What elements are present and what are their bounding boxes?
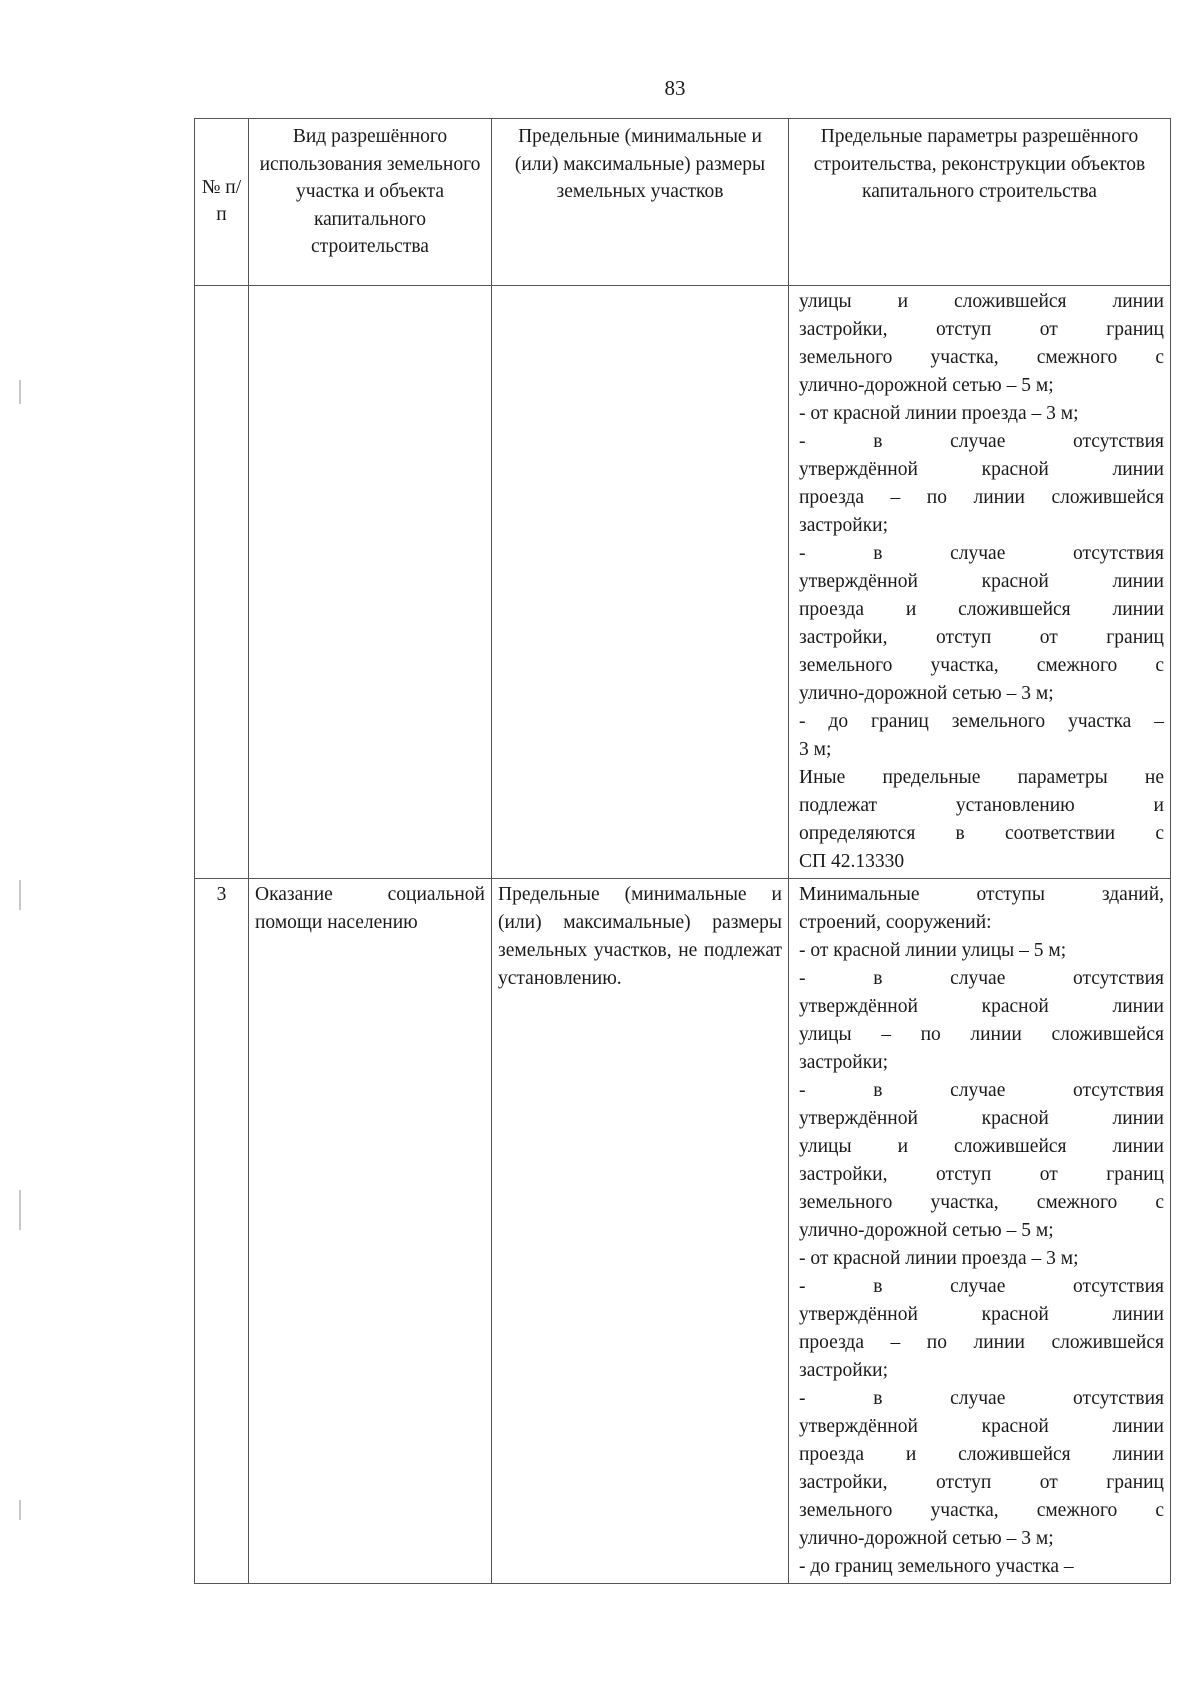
params-line: утверждённой красной линии bbox=[799, 1416, 1164, 1437]
table-row-3 bbox=[195, 879, 1171, 1584]
header-params: Предельные параметры разрешённого строительства, реконструкции объектов капитального строительства bbox=[789, 119, 1171, 286]
params-line: застройки, отступ от границ bbox=[799, 1472, 1164, 1493]
params-line: строений, сооружений: bbox=[799, 912, 992, 933]
params-line: - в случае отсутствия bbox=[799, 543, 1164, 564]
params-line: - от красной линии улицы – 5 м; bbox=[799, 940, 1067, 961]
params-line: - в случае отсутствия bbox=[799, 1276, 1164, 1297]
cell-sizes bbox=[492, 286, 789, 879]
params-line: - в случае отсутствия bbox=[799, 1388, 1164, 1409]
cell-params bbox=[789, 879, 1171, 1584]
header-sizes: Предельные (минимальные и (или) максимальные) размеры земельных участков bbox=[492, 119, 789, 286]
params-line: 3 м; bbox=[799, 739, 832, 760]
params-line: проезда и сложившейся линии bbox=[799, 1444, 1164, 1465]
params-line: утверждённой красной линии bbox=[799, 996, 1164, 1017]
page-number: 83 bbox=[664, 76, 686, 100]
params-line: утверждённой красной линии bbox=[799, 1304, 1164, 1325]
params-line: - в случае отсутствия bbox=[799, 431, 1164, 452]
cell-use-type: Оказание социальной помощи населению bbox=[249, 879, 492, 1584]
params-line: утверждённой красной линии bbox=[799, 1108, 1164, 1129]
params-line: улично-дорожной сетью – 3 м; bbox=[799, 683, 1054, 704]
params-line: - в случае отсутствия bbox=[799, 968, 1164, 989]
params-line: застройки; bbox=[799, 1360, 889, 1381]
params-line: подлежат установлению и bbox=[799, 795, 1164, 816]
params-line: - до границ земельного участка – bbox=[799, 1556, 1074, 1577]
params-line: - от красной линии проезда – 3 м; bbox=[799, 1248, 1079, 1269]
scan-margin-mark bbox=[19, 380, 21, 404]
params-lines bbox=[799, 288, 1164, 876]
cell-sizes: Предельные (минимальные и (или) максимальные) размеры земельных участков, не подлежат установлению. bbox=[492, 879, 789, 1584]
params-line: земельного участка, смежного с bbox=[799, 347, 1164, 368]
params-line: утверждённой красной линии bbox=[799, 571, 1164, 592]
table-header-row bbox=[195, 119, 1171, 286]
params-line: застройки; bbox=[799, 515, 889, 536]
regulations-table bbox=[194, 118, 1171, 1584]
scan-margin-mark bbox=[19, 880, 21, 910]
cell-use-type bbox=[249, 286, 492, 879]
scan-margin-mark bbox=[19, 1190, 21, 1230]
scan-margin-mark bbox=[19, 1500, 21, 1520]
params-line: улично-дорожной сетью – 5 м; bbox=[799, 375, 1054, 396]
params-line: улично-дорожной сетью – 3 м; bbox=[799, 1528, 1054, 1549]
params-line: застройки; bbox=[799, 1052, 889, 1073]
params-line: Минимальные отступы зданий, bbox=[799, 884, 1164, 905]
params-line: земельного участка, смежного с bbox=[799, 1500, 1164, 1521]
params-line: улицы – по линии сложившейся bbox=[799, 1024, 1164, 1045]
params-line: - в случае отсутствия bbox=[799, 1080, 1164, 1101]
header-use-type: Вид разрешённого использования земельного участка и объекта капитального строительства bbox=[249, 119, 492, 286]
cell-num: 3 bbox=[195, 879, 249, 1584]
params-line: улицы и сложившейся линии bbox=[799, 1136, 1164, 1157]
params-line: земельного участка, смежного с bbox=[799, 1192, 1164, 1213]
cell-num bbox=[195, 286, 249, 879]
params-line: проезда и сложившейся линии bbox=[799, 599, 1164, 620]
params-line: застройки, отступ от границ bbox=[799, 319, 1164, 340]
params-line: утверждённой красной линии bbox=[799, 459, 1164, 480]
header-num: № п/п bbox=[195, 119, 249, 286]
params-line: земельного участка, смежного с bbox=[799, 655, 1164, 676]
params-line: СП 42.13330 bbox=[799, 851, 905, 872]
params-line: Иные предельные параметры не bbox=[799, 767, 1164, 788]
params-line: застройки, отступ от границ bbox=[799, 627, 1164, 648]
params-line: проезда – по линии сложившейся bbox=[799, 487, 1164, 508]
cell-params bbox=[789, 286, 1171, 879]
params-line: проезда – по линии сложившейся bbox=[799, 1332, 1164, 1353]
params-lines bbox=[799, 881, 1164, 1581]
params-line: - от красной линии проезда – 3 м; bbox=[799, 403, 1079, 424]
params-line: определяются в соответствии с bbox=[799, 823, 1164, 844]
params-line: улицы и сложившейся линии bbox=[799, 291, 1164, 312]
params-line: улично-дорожной сетью – 5 м; bbox=[799, 1220, 1054, 1241]
params-line: застройки, отступ от границ bbox=[799, 1164, 1164, 1185]
table-row-continuation bbox=[195, 286, 1171, 879]
params-line: - до границ земельного участка – bbox=[799, 711, 1164, 732]
